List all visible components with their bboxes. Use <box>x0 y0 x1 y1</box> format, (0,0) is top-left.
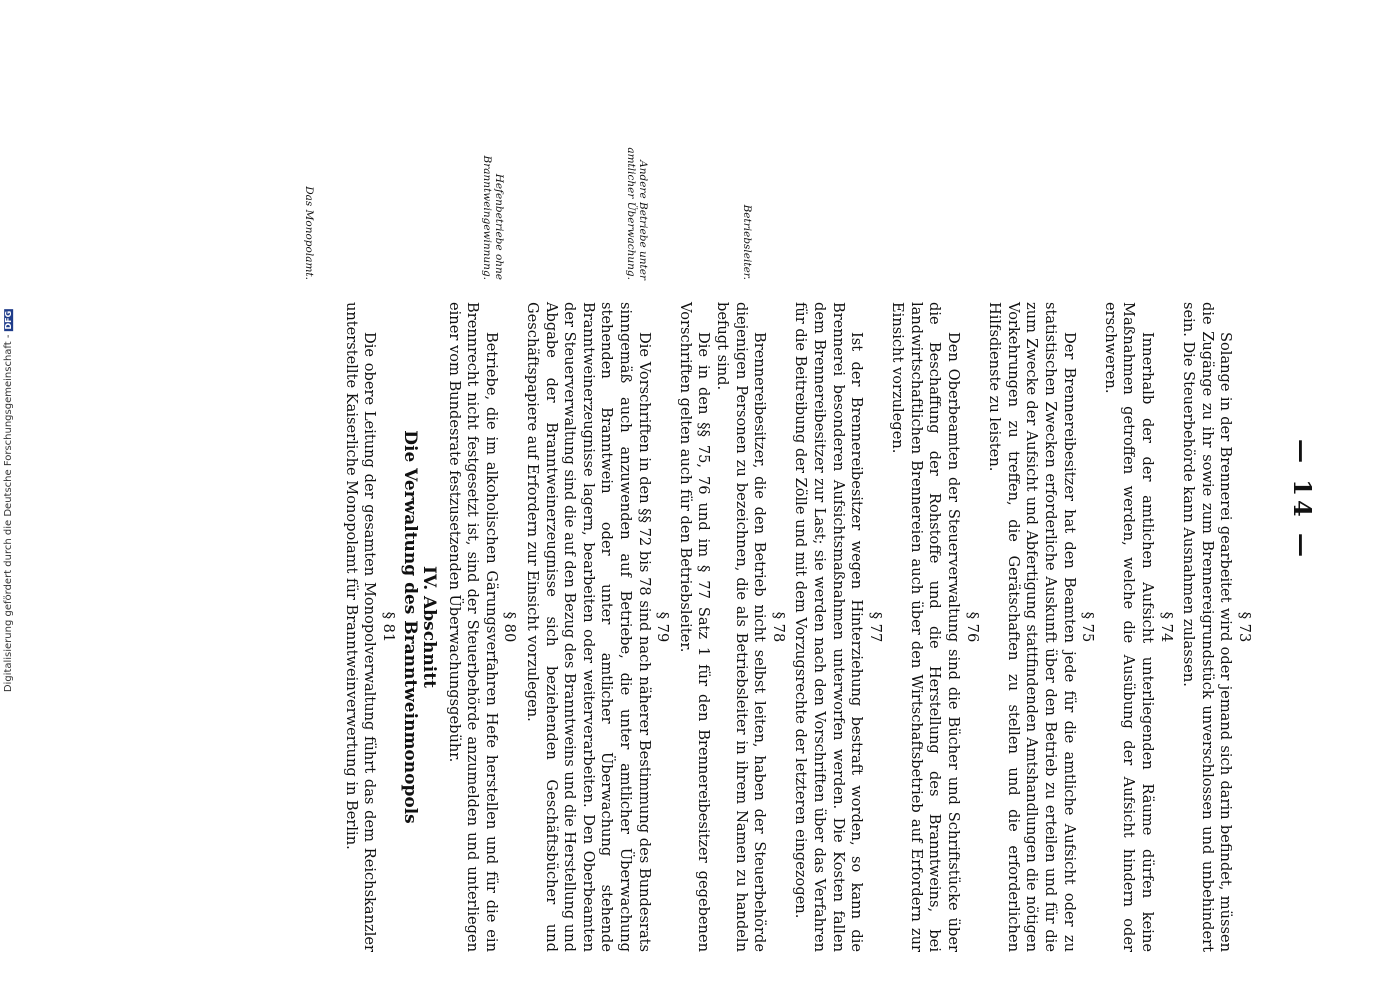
section-paragraph: Solange in der Brennerei gearbeitet wird oder jemand sich darin befindet, müssen die Zugänge zu ihr sowie zum Brennereigrundstück unverschlossen und unbehindert sein. Die Steuerbehörde kann Ausnahmen zulassen. <box>1179 302 1234 952</box>
section-heading: § 77 <box>866 611 884 643</box>
spine-text: Digitalisierung gefördert durch die Deutsche Forschungsgemeinschaft - <box>3 334 15 692</box>
section-paragraph: Die Vorschriften in den §§ 72 bis 78 sind nach näherer Bestimmung des Bundesrats sinngemäß auch anzuwenden auf Betriebe, die unter amtlicher Überwachung stehenden Branntwein oder unter amtlicher Überwachung stehende Branntweinerzeugnisse lagern, bearbeiten oder weiterverarbeiten. Den Oberbeamten der Steuerverwaltung sind die auf den Bezug des Branntweins und die Herstellung und Abgabe der Branntweinerzeugnisse sich beziehenden Geschäftsbücher und Geschäftspapiere auf Erfordern zur Einsicht vorzulegen. <box>523 302 653 953</box>
section-paragraph: Die in den §§ 75, 76 und im § 77 Satz 1 für den Brennereibesitzer gegebenen Vorschriften gelten auch für den Betriebsleiter. <box>676 302 712 952</box>
spine-notice <box>0 0 18 1000</box>
chapter-title: Die Verwaltung des Branntweinmonopols <box>399 430 420 824</box>
margin-note-andere-betriebe: Andere Betriebe unter amtlicher Überwachung. <box>624 147 649 280</box>
body-text <box>341 302 1257 952</box>
section-paragraph: Innerhalb der der amtlichen Aufsicht unterliegenden Räume dürfen keine Maßnahmen getroffen werden, welche die Ausübung der Aufsicht hindern oder erschweren. <box>1101 302 1156 952</box>
section-heading: § 81 <box>379 611 397 643</box>
section-paragraph: Der Brennereibesitzer hat den Beamten jede für die amtliche Aufsicht oder zu statistischen Zwecken erforderliche Auskunft über den Betrieb zu erteilen und für die zum Zwecke der Aufsicht und Abfertigung stattfindenden Amtshandlungen die nötigen Vorkehrungen zu treffen, die Gerätschaften zu stellen und die erforderlichen Hilfsdienste zu leisten. <box>985 302 1078 952</box>
section-heading: § 80 <box>500 611 518 643</box>
section-paragraph: Ist der Brennereibesitzer wegen Hinterziehung bestraft worden, so kann die Brennerei besonderen Aufsichtsmaßnahmen unterworfen werden. Die Kosten fallen dem Brennereibesitzer zur Last; sie werden nach den Vorschriften über das Verfahren für die Beitreibung der Zölle und mit dem Vorzugsrechte der letzteren eingezogen. <box>791 302 865 952</box>
dfg-logo: DFG <box>4 310 14 330</box>
section-heading: § 73 <box>1235 611 1253 643</box>
margin-note-monopolamt: Das Monopolamt. <box>302 186 315 280</box>
document-page <box>27 30 1357 970</box>
page-number-header: — 14 — <box>1287 438 1317 562</box>
margin-note-betriebsleiter: Betriebsleiter. <box>740 204 753 280</box>
section-heading: § 78 <box>769 611 787 643</box>
section-paragraph: Brennereibesitzer, die den Betrieb nicht selbst leiten, haben der Steuerbehörde diejenigen Personen zu bezeichnen, die als Betriebsleiter in ihrem Namen zu handeln befugt sind. <box>713 302 768 952</box>
section-paragraph: Die obere Leitung der gesamten Monopolverwaltung führt das dem Reichskanzler unterstellte Kaiserliche Monopolamt für Branntweinverwertung in Berlin. <box>342 302 378 952</box>
section-paragraph: Betriebe, die im alkoholischen Gärungsverfahren Hefe herstellen und für die ein Brennrecht nicht festgesetzt ist, sind der Steuerbehörde anzumelden und unterliegen einer vom Bundesrate festzusetzenden Überwachungsgebühr. <box>445 302 500 952</box>
section-heading: § 79 <box>653 611 671 643</box>
margin-note-hefenbetriebe: Hefenbetriebe ohne Branntweingewinnung. <box>480 155 505 280</box>
chapter-number: IV. Abschnitt <box>418 566 439 688</box>
section-paragraph: Den Oberbeamten der Steuerverwaltung sind die Bücher und Schriftstücke über die Beschaffung der Rohstoffe und die Herstellung des Branntweins, bei landwirtschaftlichen Brennereien auch über den Wirtschaftsbetrieb auf Erfordern zur Einsicht vorzulegen. <box>888 302 962 952</box>
section-heading: § 76 <box>963 611 981 643</box>
section-heading: § 75 <box>1078 611 1096 643</box>
section-heading: § 74 <box>1157 611 1175 643</box>
